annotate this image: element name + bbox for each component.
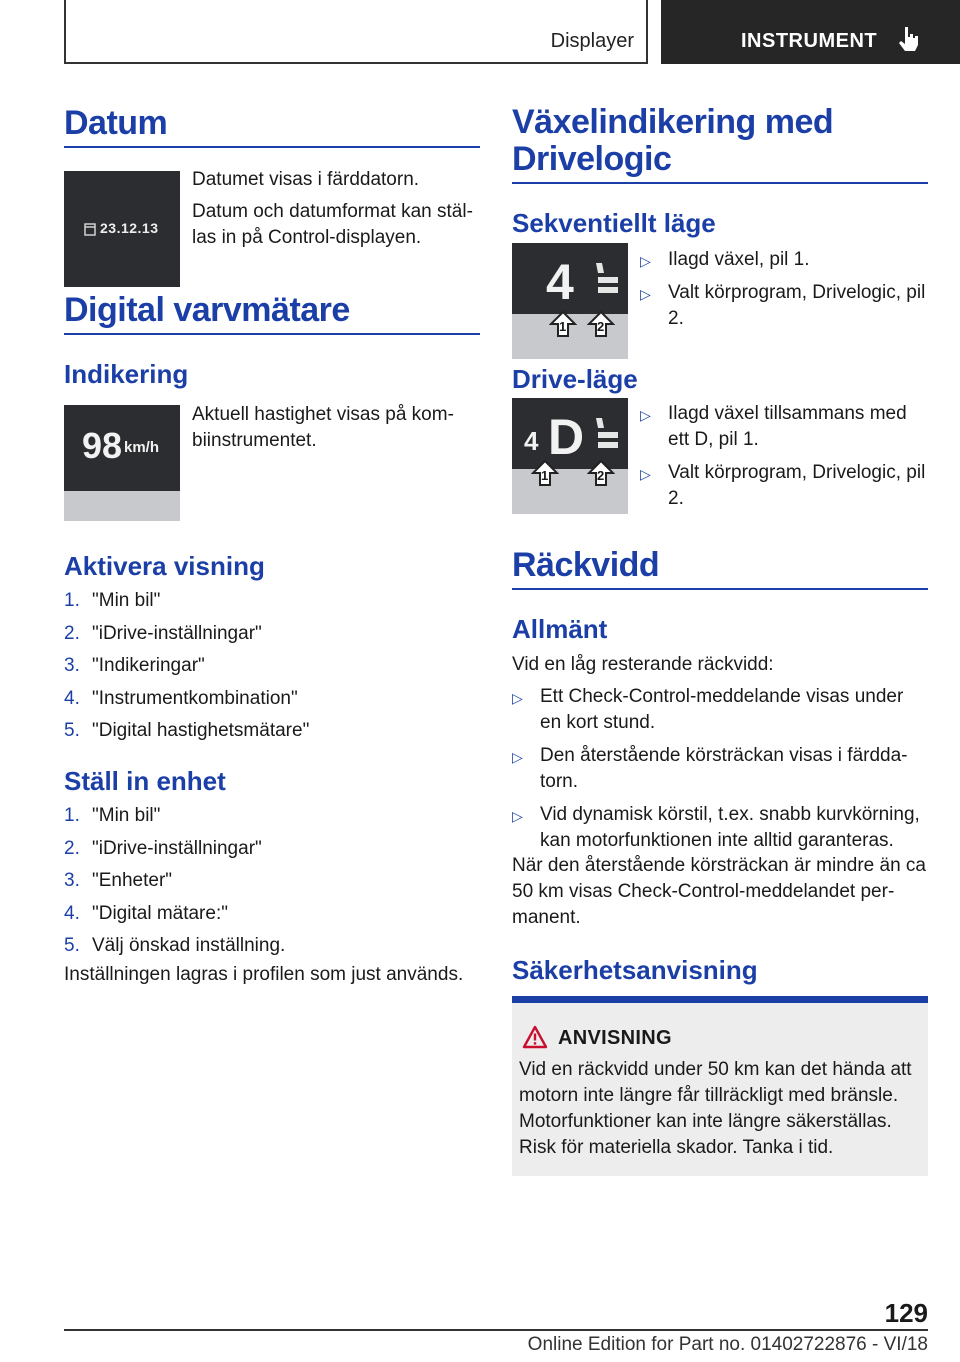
drive-bullets (640, 401, 928, 519)
datum-display-image (64, 171, 180, 287)
vaxel-rule (512, 182, 928, 184)
bullet-triangle-icon: ▷ (640, 407, 651, 423)
sequential-gear-image (512, 243, 628, 359)
sakerhet-title: Säkerhetsanvisning (512, 955, 758, 985)
header-section-tab (64, 0, 648, 64)
enhet-title: Ställ in enhet (64, 766, 226, 796)
bullet-triangle-icon: ▷ (512, 690, 523, 706)
header-chapter-tab (661, 0, 960, 64)
bullet-triangle-icon: ▷ (640, 253, 651, 269)
list-item: 5. "Digital hastighetsmätare" (64, 720, 310, 741)
note-title: ANVISNING (558, 1027, 672, 1049)
rackvidd-rule (512, 588, 928, 590)
drive-gear-letter: D (548, 409, 585, 465)
list-item: 1. "Min bil" (64, 590, 161, 611)
drivelogic-icon (594, 261, 620, 301)
datum-paragraph-2: Datum och datumformat kan stäl-las in på Control-displayen. (192, 201, 473, 248)
list-item: ▷ Ilagd växel tillsammans med ett D, pil 1. (640, 403, 907, 450)
vaxel-title-line-2: Drivelogic (512, 140, 672, 178)
indikering-title: Indikering (64, 359, 189, 389)
list-item: ▷ Valt körprogram, Drivelogic, pil 2. (640, 462, 926, 509)
drivelogic-icon (594, 416, 620, 456)
sequential-arrow-label-1: 1 (559, 319, 567, 334)
speed-display-strip (64, 491, 180, 521)
list-item: 4. "Instrumentkombination" (64, 687, 298, 709)
speed-value: 98 (82, 425, 123, 466)
vaxel-title-line-1: Växelindikering med (512, 103, 834, 141)
page-number: 129 (884, 1298, 928, 1328)
speed-display-image (64, 405, 180, 521)
enhet-steps (64, 803, 480, 966)
allmant-paragraph: När den återstående körsträckan är mindre än ca 50 km visas Check-Control-meddelandet per-manent. (512, 855, 926, 928)
rackvidd-title: Räckvidd (512, 546, 660, 584)
edition-text: Online Edition for Part no. 01402722876 - VI/18 (527, 1334, 928, 1355)
pointing-hand-icon (897, 26, 919, 52)
list-item: 3. "Indikeringar" (64, 655, 205, 676)
bullet-triangle-icon: ▷ (512, 808, 523, 824)
list-item: ▷ Den återstående körsträckan visas i färdda-torn. (512, 745, 908, 792)
datum-title: Datum (64, 104, 168, 142)
list-item: ▷ Vid dynamisk körstil, t.ex. snabb kurvkörning, kan motorfunktionen inte alltid garanteras. (512, 804, 920, 851)
note-text: Vid en räckvidd under 50 km kan det hända att motorn inte längre får tillräckligt med bränsle. Motorfunktioner kan inte längre säkerställas. Risk för materiella skador. Tanka i tid. (519, 1059, 912, 1158)
digital-title: Digital varvmätare (64, 291, 350, 329)
allmant-intro: Vid en låg resterande räckvidd: (512, 654, 774, 675)
drive-arrow-label-1: 1 (541, 468, 549, 483)
vaxel-title (512, 104, 833, 178)
list-item: ▷ Ilagd växel, pil 1. (640, 247, 928, 273)
digital-rule (64, 333, 480, 335)
speed-unit: km/h (124, 439, 160, 456)
drive-title: Drive-läge (512, 364, 638, 394)
list-item: ▷ Valt körprogram, Drivelogic, pil 2. (640, 282, 926, 329)
sequential-gear-number: 4 (546, 254, 574, 310)
list-item: 2. "iDrive-inställningar" (64, 837, 262, 859)
bullet-triangle-icon: ▷ (640, 466, 651, 482)
indikering-text: Aktuell hastighet visas på kom-biinstrumentet. (192, 404, 454, 451)
list-item: 5. Välj önskad inställning. (64, 935, 286, 956)
list-item: 4. "Digital mätare:" (64, 902, 228, 924)
header-chapter-label: INSTRUMENT (741, 30, 878, 52)
datum-display-text: 23.12.13 (100, 220, 159, 236)
aktivera-title: Aktivera visning (64, 551, 265, 581)
enhet-footer-text: Inställningen lagras i profilen som just används. (64, 964, 464, 985)
header-section-label: Displayer (550, 30, 634, 52)
drive-gear-image (512, 398, 628, 514)
aktivera-steps (64, 588, 480, 751)
list-item: 1. "Min bil" (64, 805, 161, 826)
bullet-triangle-icon: ▷ (512, 749, 523, 765)
safety-note-box (512, 996, 928, 1176)
list-item: ▷ Ett Check-Control-meddelande visas under en kort stund. (512, 686, 904, 733)
drive-arrow-label-2: 2 (597, 468, 605, 483)
calendar-icon (84, 222, 96, 236)
footer-rule (64, 1329, 928, 1331)
list-item: 3. "Enheter" (64, 870, 173, 891)
sequential-arrow-label-2: 2 (597, 319, 605, 334)
allmant-title: Allmänt (512, 614, 608, 644)
sekventiellt-title: Sekventiellt läge (512, 208, 716, 238)
datum-rule (64, 146, 480, 148)
sekventiellt-bullets (640, 247, 928, 339)
drive-gear-small-number: 4 (524, 426, 539, 456)
datum-paragraph-1: Datumet visas i färddatorn. (192, 169, 420, 190)
allmant-bullets (512, 684, 928, 861)
list-item: 2. "iDrive-inställningar" (64, 622, 262, 644)
warning-icon (522, 1025, 548, 1049)
bullet-triangle-icon: ▷ (640, 286, 651, 302)
